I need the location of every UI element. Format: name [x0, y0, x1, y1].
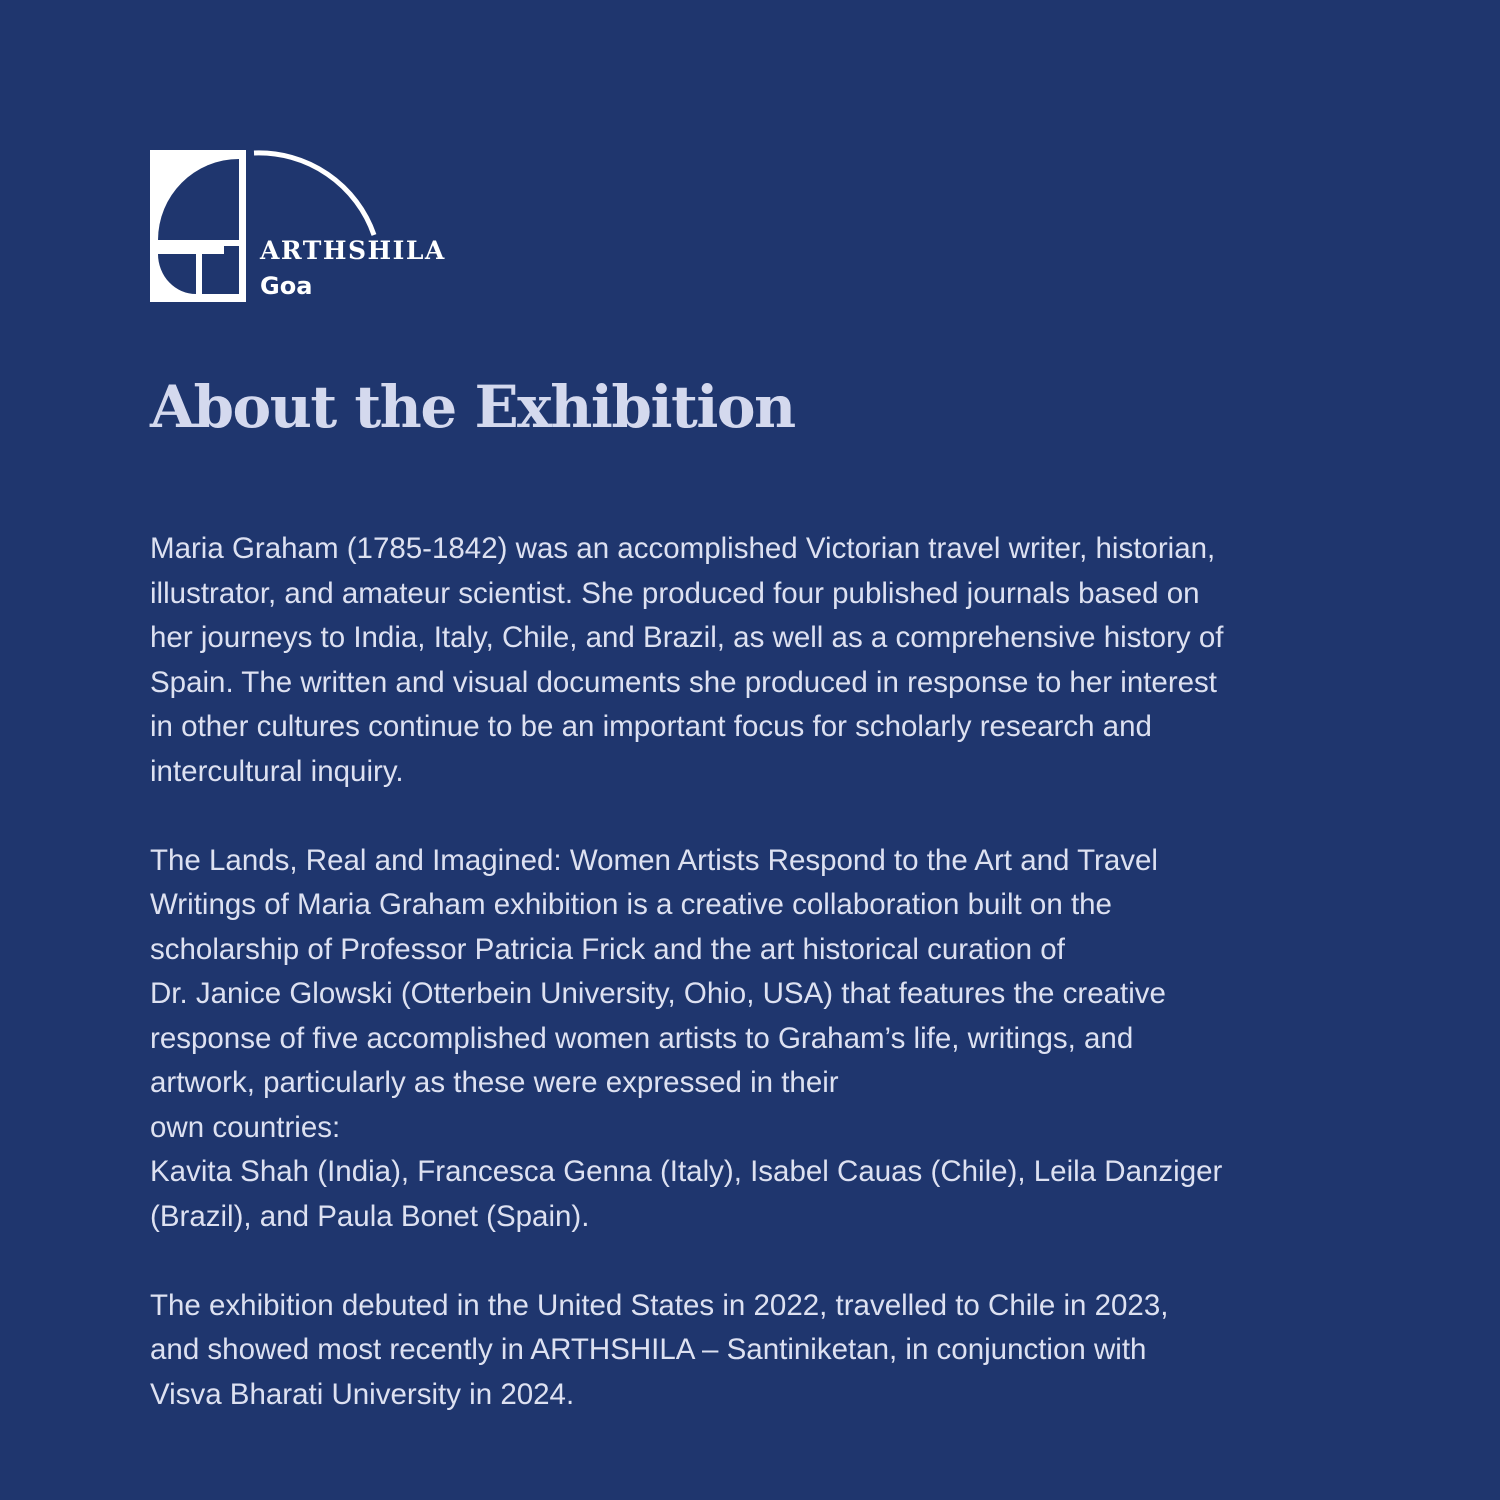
- paragraph-exhibition-collaboration: [150, 839, 1370, 1240]
- page-title: About the Exhibition: [150, 373, 795, 441]
- text-line: her journeys to India, Italy, Chile, and Brazil, as well as a comprehensive history of: [150, 621, 1224, 654]
- text-line: Spain. The written and visual documents she produced in response to her interest: [150, 665, 1217, 699]
- brand-location: Goa: [260, 272, 313, 300]
- text-line: artwork, particularly as these were expressed in their: [150, 1066, 839, 1099]
- paragraph-maria-graham: [150, 527, 1370, 794]
- text-line: The Lands, Real and Imagined: Women Artists Respond to the Art and Travel: [150, 843, 1158, 877]
- arthshila-logo: [150, 148, 470, 308]
- text-line: scholarship of Professor Patricia Frick and the art historical curation of: [150, 932, 1065, 966]
- text-line: Writings of Maria Graham exhibition is a creative collaboration built on the: [150, 888, 1112, 921]
- text-line: (Brazil), and Paula Bonet (Spain).: [150, 1199, 590, 1233]
- text-line: own countries:: [150, 1110, 341, 1144]
- paragraph-exhibition-history: [150, 1284, 1370, 1418]
- text-line: intercultural inquiry.: [150, 754, 404, 788]
- text-line: Kavita Shah (India), Francesca Genna (Italy), Isabel Cauas (Chile), Leila Danziger: [150, 1155, 1223, 1188]
- text-line: Maria Graham (1785-1842) was an accomplished Victorian travel writer, historian,: [150, 532, 1216, 565]
- text-line: The exhibition debuted in the United States in 2022, travelled to Chile in 2023,: [150, 1288, 1169, 1322]
- exhibition-description: [150, 527, 1370, 1462]
- text-line: Visva Bharati University in 2024.: [150, 1377, 575, 1411]
- brand-name: ARTHSHILA: [260, 236, 446, 265]
- text-line: illustrator, and amateur scientist. She produced four published journals based on: [150, 576, 1200, 610]
- text-line: response of five accomplished women artists to Graham’s life, writings, and: [150, 1021, 1134, 1055]
- text-line: and showed most recently in ARTHSHILA – Santiniketan, in conjunction with: [150, 1333, 1147, 1366]
- text-line: Dr. Janice Glowski (Otterbein University, Ohio, USA) that features the creative: [150, 977, 1166, 1010]
- text-line: in other cultures continue to be an important focus for scholarly research and: [150, 710, 1152, 743]
